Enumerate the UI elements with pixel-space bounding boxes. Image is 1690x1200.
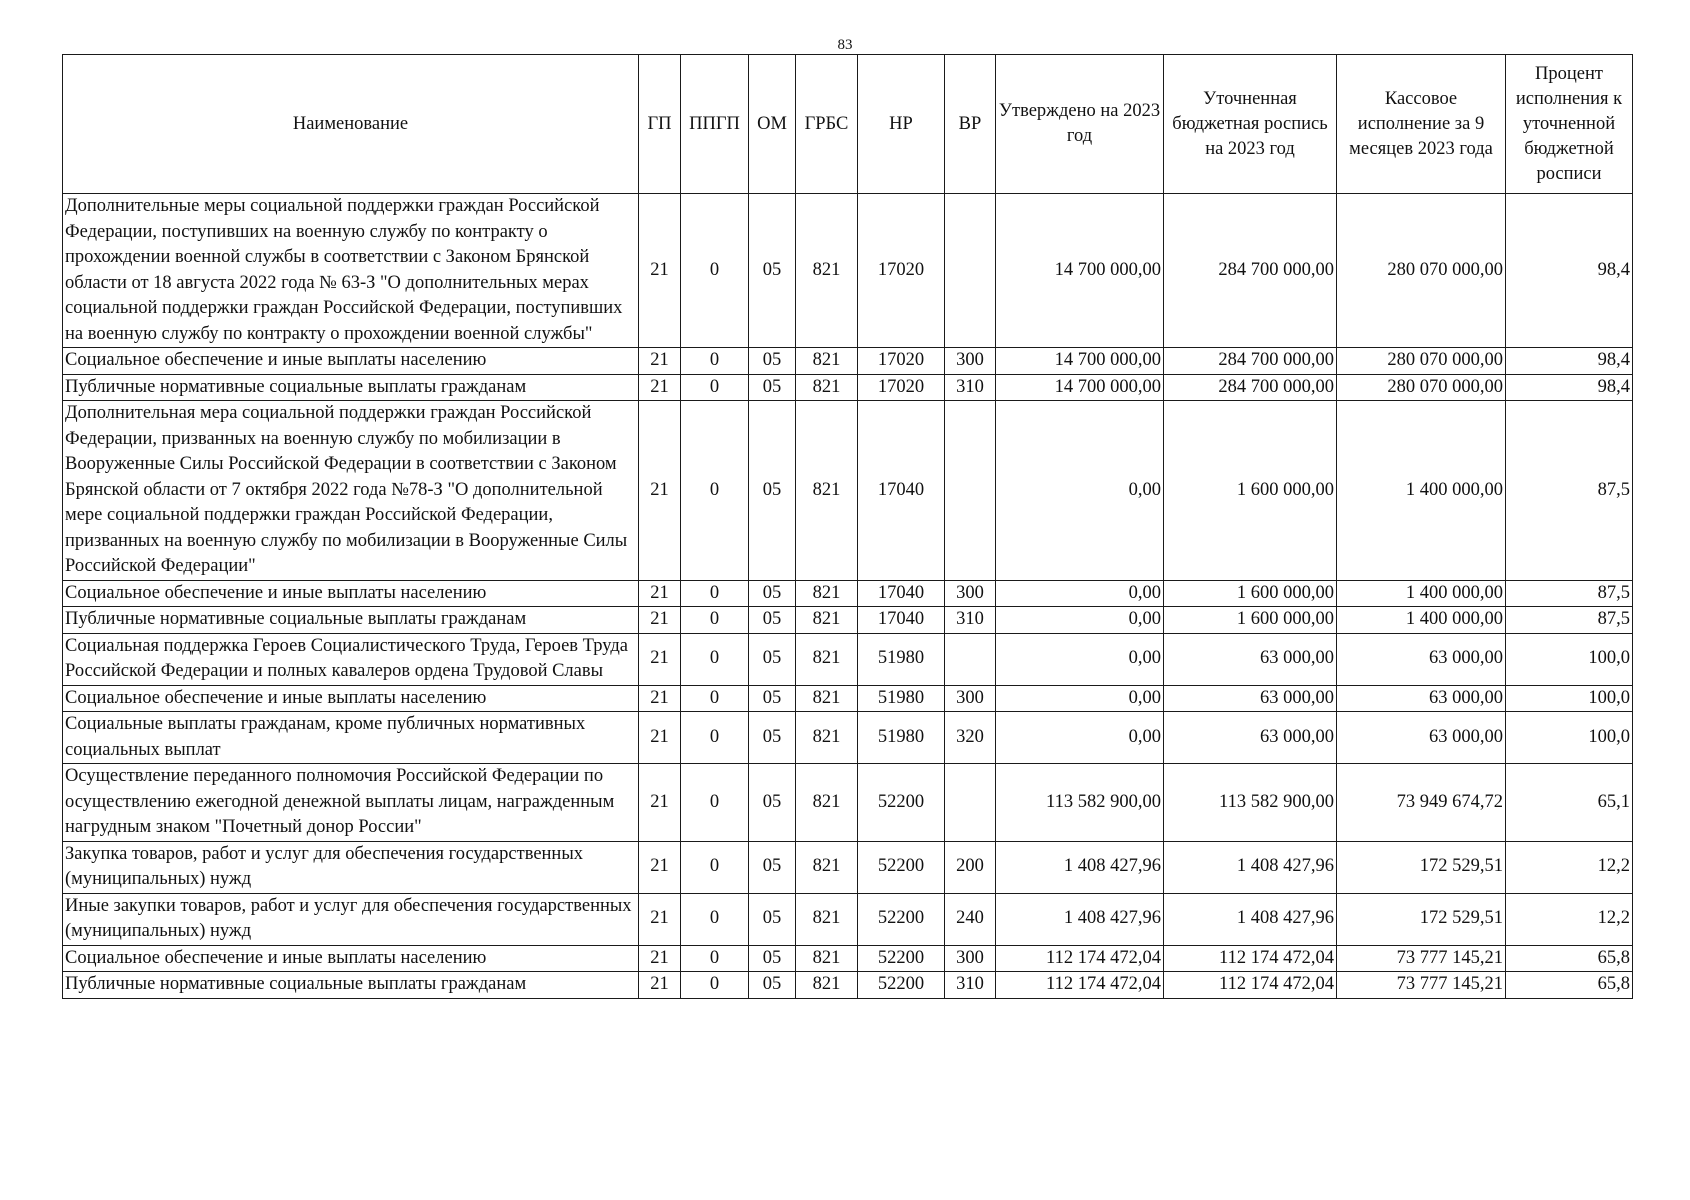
table-row — [63, 633, 1633, 685]
table-row — [63, 685, 1633, 712]
row-name: Публичные нормативные социальные выплаты гражданам — [63, 374, 639, 401]
row-om: 05 — [749, 945, 796, 972]
row-cash: 172 529,51 — [1337, 893, 1506, 945]
row-name: Социальные выплаты гражданам, кроме публичных нормативных социальных выплат — [63, 712, 639, 764]
row-vr: 300 — [945, 348, 996, 375]
row-cash: 73 777 145,21 — [1337, 972, 1506, 999]
header-ppgp: ППГП — [681, 55, 749, 194]
row-refined: 112 174 472,04 — [1164, 945, 1337, 972]
row-percent: 65,1 — [1506, 764, 1633, 842]
table-row — [63, 401, 1633, 581]
row-ppgp: 0 — [681, 841, 749, 893]
header-refined: Уточненная бюджетная роспись на 2023 год — [1164, 55, 1337, 194]
row-percent: 100,0 — [1506, 685, 1633, 712]
row-om: 05 — [749, 972, 796, 999]
row-name: Социальное обеспечение и иные выплаты населению — [63, 945, 639, 972]
row-om: 05 — [749, 633, 796, 685]
row-ppgp: 0 — [681, 633, 749, 685]
row-name: Закупка товаров, работ и услуг для обеспечения государственных (муниципальных) нужд — [63, 841, 639, 893]
row-refined: 1 408 427,96 — [1164, 893, 1337, 945]
row-nr: 52200 — [858, 841, 945, 893]
row-cash: 63 000,00 — [1337, 712, 1506, 764]
row-nr: 17020 — [858, 348, 945, 375]
row-om: 05 — [749, 893, 796, 945]
row-ppgp: 0 — [681, 685, 749, 712]
row-om: 05 — [749, 607, 796, 634]
row-refined: 113 582 900,00 — [1164, 764, 1337, 842]
row-vr: 300 — [945, 945, 996, 972]
row-grbs: 821 — [796, 972, 858, 999]
header-om: ОМ — [749, 55, 796, 194]
row-cash: 1 400 000,00 — [1337, 401, 1506, 581]
row-approved: 14 700 000,00 — [996, 348, 1164, 375]
row-percent: 98,4 — [1506, 194, 1633, 348]
row-grbs: 821 — [796, 401, 858, 581]
row-nr: 17040 — [858, 401, 945, 581]
row-nr: 51980 — [858, 685, 945, 712]
row-grbs: 821 — [796, 841, 858, 893]
row-gp: 21 — [639, 893, 681, 945]
header-nr: НР — [858, 55, 945, 194]
row-approved: 113 582 900,00 — [996, 764, 1164, 842]
row-approved: 0,00 — [996, 685, 1164, 712]
row-om: 05 — [749, 764, 796, 842]
row-name: Публичные нормативные социальные выплаты гражданам — [63, 972, 639, 999]
row-cash: 1 400 000,00 — [1337, 607, 1506, 634]
row-refined: 1 600 000,00 — [1164, 401, 1337, 581]
row-refined: 63 000,00 — [1164, 633, 1337, 685]
row-name: Публичные нормативные социальные выплаты гражданам — [63, 607, 639, 634]
row-grbs: 821 — [796, 712, 858, 764]
row-percent: 100,0 — [1506, 712, 1633, 764]
row-ppgp: 0 — [681, 764, 749, 842]
header-cash: Кассовое исполнение за 9 месяцев 2023 года — [1337, 55, 1506, 194]
table-row — [63, 764, 1633, 842]
row-approved: 0,00 — [996, 633, 1164, 685]
row-percent: 87,5 — [1506, 580, 1633, 607]
row-ppgp: 0 — [681, 607, 749, 634]
row-om: 05 — [749, 401, 796, 581]
row-gp: 21 — [639, 841, 681, 893]
row-percent: 65,8 — [1506, 945, 1633, 972]
row-om: 05 — [749, 194, 796, 348]
row-vr — [945, 633, 996, 685]
row-grbs: 821 — [796, 580, 858, 607]
row-gp: 21 — [639, 712, 681, 764]
row-cash: 172 529,51 — [1337, 841, 1506, 893]
row-refined: 1 408 427,96 — [1164, 841, 1337, 893]
row-cash: 280 070 000,00 — [1337, 374, 1506, 401]
row-gp: 21 — [639, 685, 681, 712]
row-gp: 21 — [639, 374, 681, 401]
row-grbs: 821 — [796, 764, 858, 842]
row-nr: 52200 — [858, 893, 945, 945]
row-gp: 21 — [639, 348, 681, 375]
row-refined: 284 700 000,00 — [1164, 194, 1337, 348]
row-nr: 51980 — [858, 633, 945, 685]
row-refined: 63 000,00 — [1164, 712, 1337, 764]
row-ppgp: 0 — [681, 712, 749, 764]
row-refined: 112 174 472,04 — [1164, 972, 1337, 999]
row-approved: 1 408 427,96 — [996, 893, 1164, 945]
row-nr: 52200 — [858, 764, 945, 842]
row-refined: 1 600 000,00 — [1164, 580, 1337, 607]
row-vr: 310 — [945, 374, 996, 401]
row-grbs: 821 — [796, 945, 858, 972]
row-percent: 12,2 — [1506, 841, 1633, 893]
row-nr: 17040 — [858, 607, 945, 634]
row-name: Осуществление переданного полномочия Российской Федерации по осуществлению ежегодной денежной выплаты лицам, награжденным нагрудным знаком "Почетный донор России" — [63, 764, 639, 842]
row-vr — [945, 764, 996, 842]
table-row — [63, 374, 1633, 401]
header-percent: Процент исполнения к уточненной бюджетной росписи — [1506, 55, 1633, 194]
table-row — [63, 607, 1633, 634]
row-nr: 17020 — [858, 374, 945, 401]
row-ppgp: 0 — [681, 972, 749, 999]
row-percent: 87,5 — [1506, 607, 1633, 634]
row-vr — [945, 401, 996, 581]
row-om: 05 — [749, 348, 796, 375]
row-approved: 112 174 472,04 — [996, 945, 1164, 972]
budget-table — [62, 54, 1633, 999]
row-gp: 21 — [639, 194, 681, 348]
row-approved: 112 174 472,04 — [996, 972, 1164, 999]
page-number: 83 — [837, 37, 853, 53]
row-vr: 320 — [945, 712, 996, 764]
header-vr: ВР — [945, 55, 996, 194]
row-percent: 100,0 — [1506, 633, 1633, 685]
row-gp: 21 — [639, 972, 681, 999]
row-cash: 280 070 000,00 — [1337, 348, 1506, 375]
row-ppgp: 0 — [681, 945, 749, 972]
row-grbs: 821 — [796, 607, 858, 634]
table-row — [63, 841, 1633, 893]
table-row — [63, 194, 1633, 348]
row-grbs: 821 — [796, 633, 858, 685]
row-gp: 21 — [639, 401, 681, 581]
row-ppgp: 0 — [681, 401, 749, 581]
row-nr: 17020 — [858, 194, 945, 348]
table-row — [63, 348, 1633, 375]
row-gp: 21 — [639, 607, 681, 634]
row-ppgp: 0 — [681, 374, 749, 401]
row-approved: 1 408 427,96 — [996, 841, 1164, 893]
row-grbs: 821 — [796, 374, 858, 401]
row-grbs: 821 — [796, 685, 858, 712]
row-om: 05 — [749, 841, 796, 893]
row-grbs: 821 — [796, 893, 858, 945]
table-body — [63, 194, 1633, 999]
row-cash: 280 070 000,00 — [1337, 194, 1506, 348]
table-row — [63, 945, 1633, 972]
row-om: 05 — [749, 712, 796, 764]
row-gp: 21 — [639, 945, 681, 972]
row-name: Дополнительная мера социальной поддержки граждан Российской Федерации, призванных на военную службу по мобилизации в Вооруженные Силы Российской Федерации в соответствии с Законом Брянской области от 7 октября 2022 года №78-З "О дополнительной мере социальной поддержки граждан Российской Федерации, призванных на военную службу по мобилизации в Вооруженные Силы Российской Федерации" — [63, 401, 639, 581]
row-vr: 300 — [945, 580, 996, 607]
row-name: Дополнительные меры социальной поддержки граждан Российской Федерации, поступивших на военную службу по контракту о прохождении военной службы в соответствии с Законом Брянской области от 18 августа 2022 года № 63-З "О дополнительных мерах социальной поддержки граждан Российской Федерации, поступивших на военную службу по контракту о прохождении военной службы" — [63, 194, 639, 348]
row-nr: 52200 — [858, 972, 945, 999]
row-cash: 1 400 000,00 — [1337, 580, 1506, 607]
row-name: Социальное обеспечение и иные выплаты населению — [63, 685, 639, 712]
row-cash: 73 949 674,72 — [1337, 764, 1506, 842]
row-percent: 98,4 — [1506, 374, 1633, 401]
row-ppgp: 0 — [681, 893, 749, 945]
row-refined: 284 700 000,00 — [1164, 348, 1337, 375]
row-om: 05 — [749, 685, 796, 712]
row-ppgp: 0 — [681, 348, 749, 375]
row-approved: 14 700 000,00 — [996, 194, 1164, 348]
row-cash: 63 000,00 — [1337, 633, 1506, 685]
row-name: Иные закупки товаров, работ и услуг для обеспечения государственных (муниципальных) нужд — [63, 893, 639, 945]
table-header-row — [63, 55, 1633, 194]
row-vr: 310 — [945, 607, 996, 634]
row-vr: 240 — [945, 893, 996, 945]
header-approved: Утверждено на 2023 год — [996, 55, 1164, 194]
row-ppgp: 0 — [681, 194, 749, 348]
row-gp: 21 — [639, 580, 681, 607]
header-grbs: ГРБС — [796, 55, 858, 194]
row-nr: 51980 — [858, 712, 945, 764]
table-row — [63, 712, 1633, 764]
row-vr: 200 — [945, 841, 996, 893]
row-vr: 310 — [945, 972, 996, 999]
row-gp: 21 — [639, 633, 681, 685]
row-om: 05 — [749, 580, 796, 607]
row-percent: 98,4 — [1506, 348, 1633, 375]
table-row — [63, 972, 1633, 999]
row-approved: 0,00 — [996, 712, 1164, 764]
row-refined: 63 000,00 — [1164, 685, 1337, 712]
row-grbs: 821 — [796, 348, 858, 375]
row-nr: 17040 — [858, 580, 945, 607]
row-approved: 0,00 — [996, 580, 1164, 607]
row-name: Социальное обеспечение и иные выплаты населению — [63, 348, 639, 375]
row-ppgp: 0 — [681, 580, 749, 607]
row-approved: 0,00 — [996, 607, 1164, 634]
row-approved: 14 700 000,00 — [996, 374, 1164, 401]
row-cash: 63 000,00 — [1337, 685, 1506, 712]
row-om: 05 — [749, 374, 796, 401]
row-vr — [945, 194, 996, 348]
row-percent: 87,5 — [1506, 401, 1633, 581]
row-approved: 0,00 — [996, 401, 1164, 581]
table-row — [63, 893, 1633, 945]
header-name: Наименование — [63, 55, 639, 194]
row-refined: 1 600 000,00 — [1164, 607, 1337, 634]
table-row — [63, 580, 1633, 607]
header-gp: ГП — [639, 55, 681, 194]
row-name: Социальная поддержка Героев Социалистического Труда, Героев Труда Российской Федерации и полных кавалеров ордена Трудовой Славы — [63, 633, 639, 685]
row-percent: 65,8 — [1506, 972, 1633, 999]
row-name: Социальное обеспечение и иные выплаты населению — [63, 580, 639, 607]
row-grbs: 821 — [796, 194, 858, 348]
row-vr: 300 — [945, 685, 996, 712]
row-nr: 52200 — [858, 945, 945, 972]
row-refined: 284 700 000,00 — [1164, 374, 1337, 401]
row-cash: 73 777 145,21 — [1337, 945, 1506, 972]
row-percent: 12,2 — [1506, 893, 1633, 945]
row-gp: 21 — [639, 764, 681, 842]
